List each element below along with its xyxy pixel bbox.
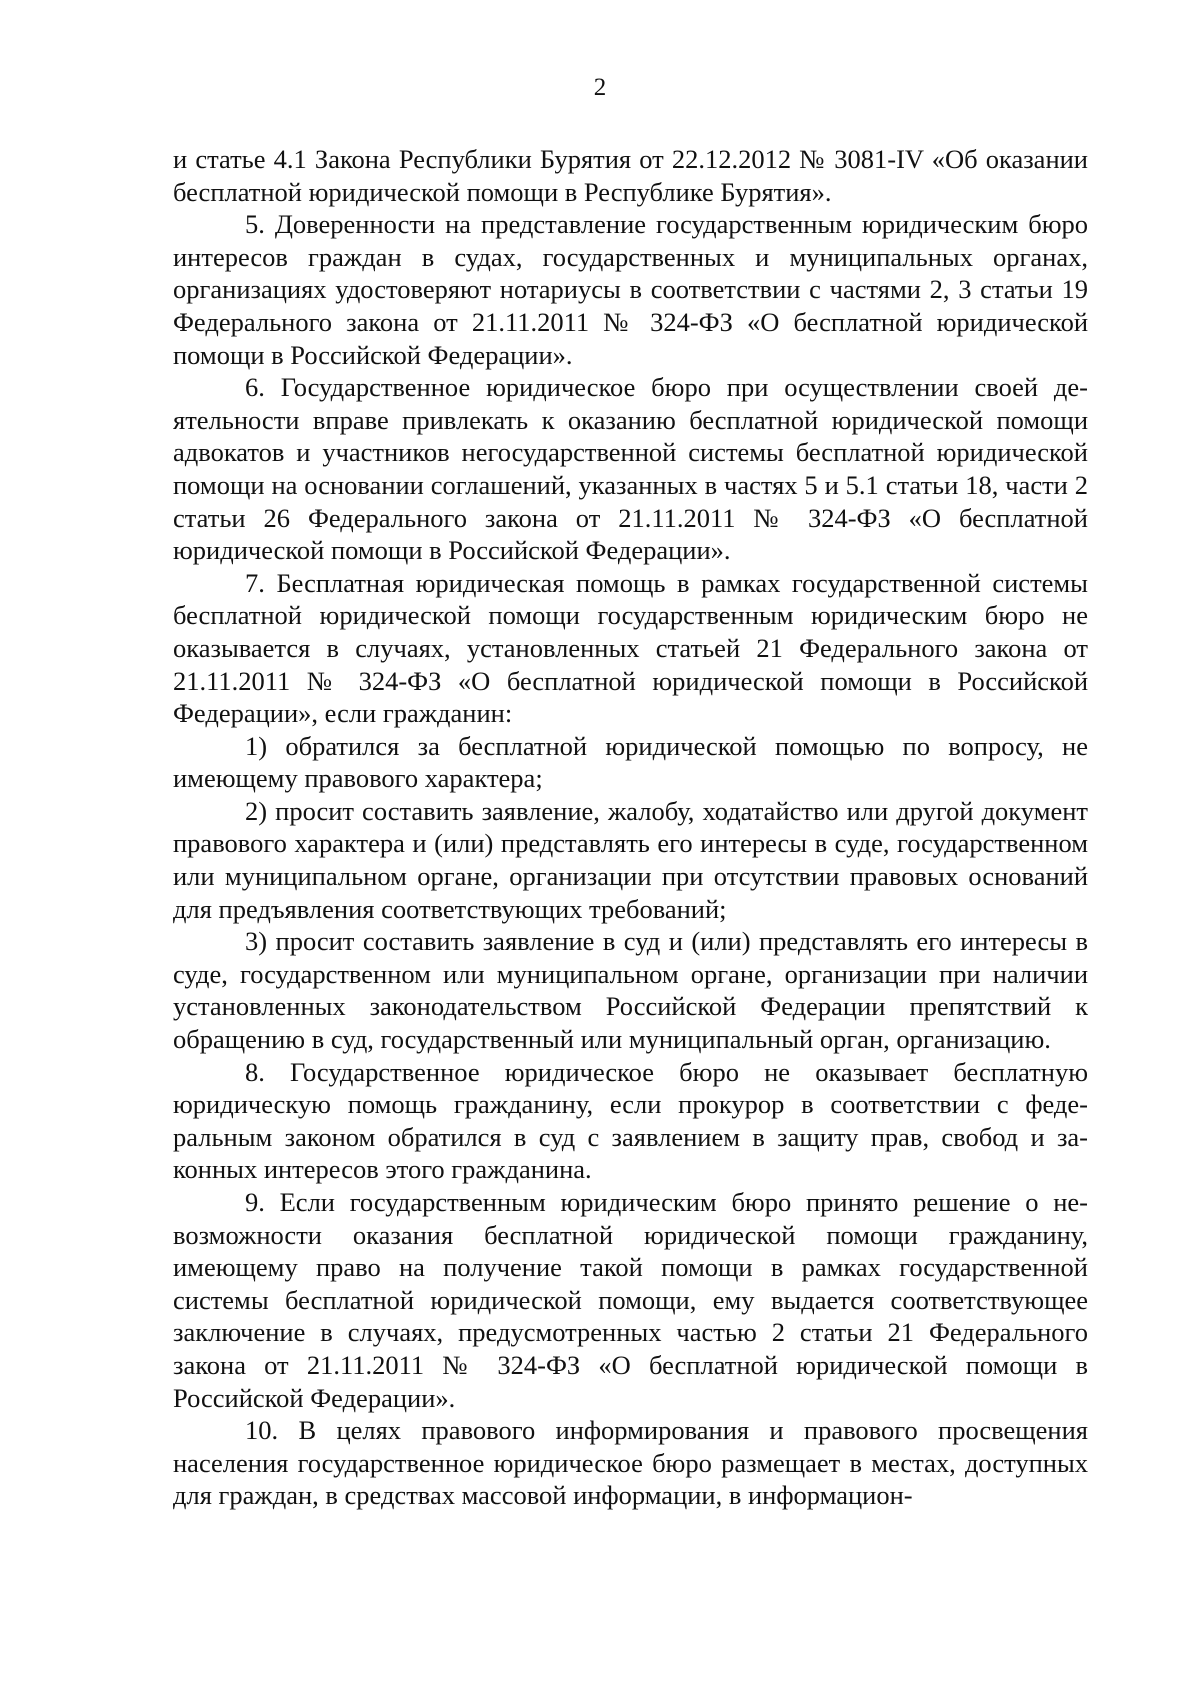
list-item-1: 1) обратился за бесплатной юридической помощью по вопросу, не имеющему правового характера; [173,730,1088,794]
paragraph-6: 6. Государственное юридическое бюро при осуществлении своей деятельности вправе привлекать к оказанию бесплатной юридической помощи адвокатов и участников негосударственной системы бесплатной юридической помощи на основании соглашений, указанных в частях 5 и 5.1 статьи 18, части 2 статьи 26 Федерального закона от 21.11.2011 № 324-ФЗ «О бесплатной юридической помощи в Российской Федерации». [173,372,1088,566]
document-body [173,143,1088,1512]
paragraph-7: 7. Бесплатная юридическая помощь в рамках государственной системы бесплатной юридической помощи государственным юридическим бюро не оказывается в случаях, установленных статьей 21 Федерального закона от 21.11.2011 № 324-ФЗ «О бесплатной юридической помощи в Российской Федерации», если гражданин: [173,567,1088,729]
paragraph-5: 5. Доверенности на представление государственным юридическим бюро интересов граждан в судах, государственных и муниципальных органах, организациях удостоверяют нотариусы в соответствии с частями 2, 3 статьи 19 Федерального закона от 21.11.2011 № 324-ФЗ «О бесплатной юридической помощи в Российской Федерации». [173,209,1088,370]
paragraph-10: 10. В целях правового информирования и правового просвещения населения государственное юридическое бюро размещает в местах, доступных для граждан, в средствах массовой информации, в информацион- [173,1415,1088,1511]
paragraph-continuation: и статье 4.1 Закона Республики Бурятия от 22.12.2012 № 3081-IV «Об оказании бесплатной юридической помощи в Республике Бурятия». [173,144,1088,207]
paragraph-9: 9. Если государственным юридическим бюро принято решение о невозможности оказания бесплатной юридической помощи гражданину, имеющему право на получение такой помощи в рамках государственной системы бесплатной юридической помощи, ему выдается соответствующее заключение в случаях, предусмотренных частью 2 статьи 21 Федерального закона от 21.11.2011 № 324-ФЗ «О бесплатной юридической помощи в Российской Федерации». [173,1187,1088,1413]
list-item-3: 3) просит составить заявление в суд и (или) представлять его интересы в суде, государственном или муниципальном органе, организации при наличии установленных законодательством Российской Федерации препятствий к обращению в суд, государственный или муниципальный орган, организацию. [173,926,1088,1055]
page-number: 2 [593,74,607,101]
paragraph-8: 8. Государственное юридическое бюро не оказывает бесплатную юридическую помощь гражданину, если прокурор в соответствии с федеральным законом обратился в суд с заявлением в защиту прав, свобод и законных интересов этого гражданина. [173,1056,1088,1185]
list-item-2: 2) просит составить заявление, жалобу, ходатайство или другой документ правового характера и (или) представлять его интересы в суде, государственном или муниципальном органе, организации при отсутствии правовых оснований для предъявления соответствующих требований; [173,795,1088,924]
